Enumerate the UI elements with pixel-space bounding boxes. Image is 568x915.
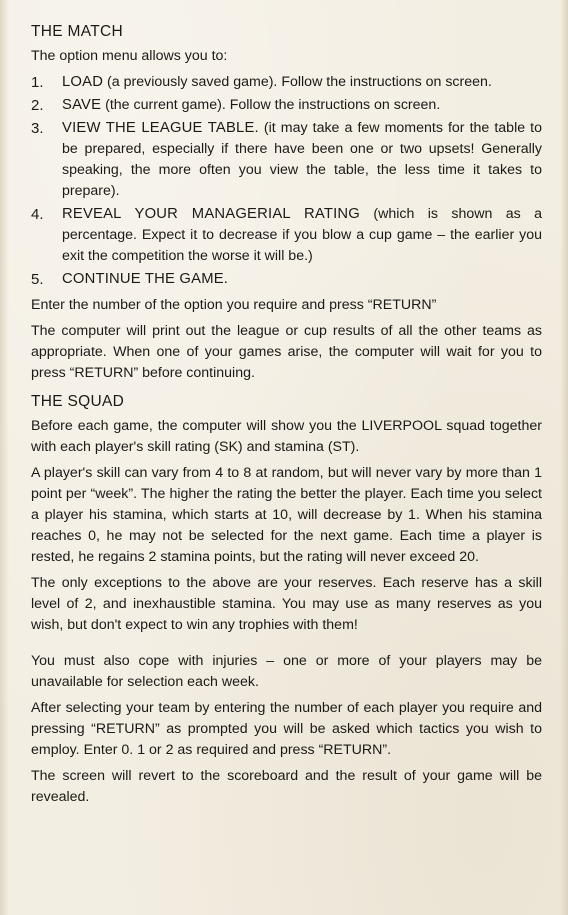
computer-results-text: The computer will print out the league or cup results of all the other teams as appropriate. When one of your games arise, the computer will wait for you to press “RETURN” before continuing. xyxy=(31,323,542,381)
option-description: (which is shown as a percentage. Expect it to decrease if you blow a cup game – the earlier you exit the competition the worse it will be.) xyxy=(62,206,542,264)
option-number: 5. xyxy=(31,271,44,288)
page-edge-right xyxy=(560,0,568,915)
paragraph-gap xyxy=(31,641,542,651)
injuries-paragraph: You must also cope with injuries – one or more of your players may be unavailable for selection each week. xyxy=(31,653,542,690)
option-item-managerial-rating xyxy=(31,204,542,267)
option-list xyxy=(31,72,542,290)
skill-paragraph: A player's skill can vary from 4 to 8 at random, but will never vary by more than 1 point per “week”. The higher the rating the better the player. Each time you select a player his stamina, which starts at 10, will decrease by 1. When his stamina reaches 0, he may not be selected for the next game. Each time a player is rested, he regains 2 stamina points, but the rating will never exceed 20. xyxy=(31,465,542,565)
option-item-continue xyxy=(31,269,542,290)
squad-paragraph: Before each game, the computer will show you the LIVERPOOL squad together with each player's skill rating (SK) and stamina (ST). xyxy=(31,418,542,455)
option-number: 1. xyxy=(31,74,44,91)
option-title: VIEW THE LEAGUE TABLE. xyxy=(62,120,259,136)
option-number: 2. xyxy=(31,97,44,114)
option-description: (the current game). Follow the instructions on screen. xyxy=(101,97,441,113)
option-title: REVEAL YOUR MANAGERIAL RATING xyxy=(62,206,361,222)
option-item-league-table xyxy=(31,118,542,202)
option-title: LOAD xyxy=(62,74,104,90)
option-description: (a previously saved game). Follow the instructions on screen. xyxy=(103,74,492,90)
enter-option-text: Enter the number of the option you require and press “RETURN” xyxy=(31,297,437,313)
scoreboard-paragraph: The screen will revert to the scoreboard and the result of your game will be revealed. xyxy=(31,768,542,805)
page-edge-left xyxy=(0,0,9,915)
option-title: SAVE xyxy=(62,97,102,113)
match-intro: The option menu allows you to: xyxy=(31,48,228,64)
option-title: CONTINUE THE GAME. xyxy=(62,271,229,287)
option-item-save xyxy=(31,95,542,116)
option-description: (it may take a few moments for the table to be prepared, especially if there have been one or two upsets! Generally speaking, the more often you view the table, the less time it takes to prepare). xyxy=(62,120,542,199)
reserves-paragraph: The only exceptions to the above are your reserves. Each reserve has a skill level of 2, and inexhaustible stamina. You may use as many reserves as you wish, but don't expect to win any trophies with them! xyxy=(31,575,542,633)
option-item-load xyxy=(31,72,542,93)
match-heading: THE MATCH xyxy=(31,23,123,40)
squad-heading: THE SQUAD xyxy=(31,393,125,410)
option-number: 4. xyxy=(31,206,44,223)
tactics-paragraph: After selecting your team by entering the number of each player you require and pressing “RETURN” as prompted you will be asked which tactics you wish to employ. Enter 0. 1 or 2 as required and press “RETURN”. xyxy=(31,700,542,758)
option-number: 3. xyxy=(31,120,44,137)
